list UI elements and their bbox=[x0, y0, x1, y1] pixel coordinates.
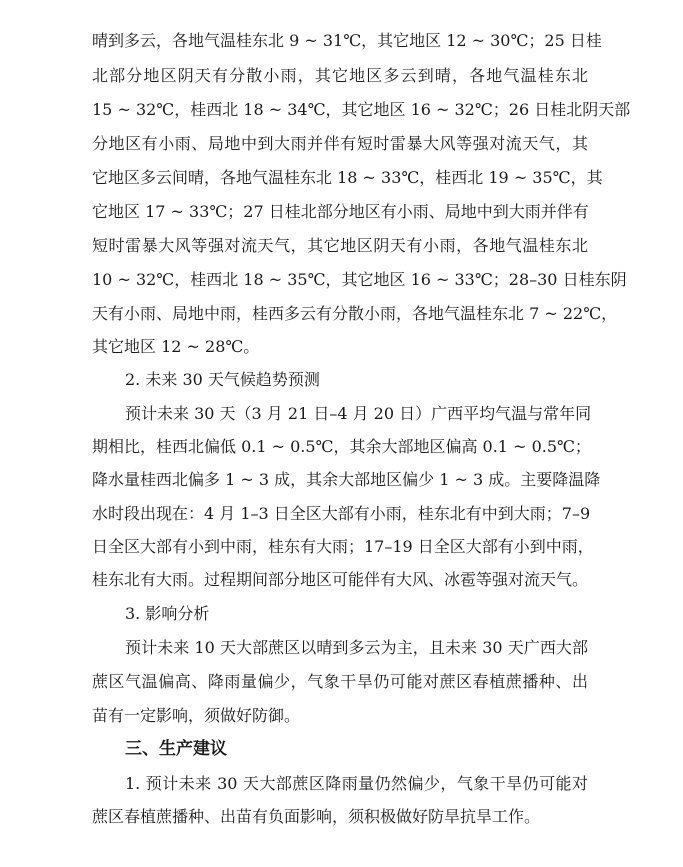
heading-text: 三、生产建议 bbox=[125, 739, 227, 759]
paragraph-line bbox=[0, 530, 683, 563]
line-text: 预计未来 30 天（3 月 21 日–4 月 20 日）广西平均气温与常年同 bbox=[125, 404, 592, 423]
paragraph-line bbox=[0, 229, 683, 262]
line-text: 期相比，桂西北偏低 0.1 ~ 0.5℃，其余大部地区偏高 0.1 ~ 0.5℃； bbox=[92, 437, 591, 456]
paragraph-line bbox=[0, 563, 683, 596]
line-text: 晴到多云，各地气温桂东北 9 ~ 31℃，其它地区 12 ~ 30℃；25 日桂 bbox=[92, 31, 602, 50]
section-heading bbox=[0, 363, 683, 396]
paragraph-line bbox=[0, 430, 683, 463]
line-text: 桂东北有大雨。过程期间部分地区可能伴有大风、冰雹等强对流天气。 bbox=[92, 570, 589, 589]
line-text: 其它地区 12 ~ 28℃。 bbox=[92, 337, 260, 356]
line-text: 蔗区春植蔗播种、出苗有负面影响，须积极做好防旱抗旱工作。 bbox=[92, 807, 541, 826]
line-text: 15 ~ 32℃，桂西北 18 ~ 34℃，其它地区 16 ~ 32℃；26 日桂北阴天部 bbox=[92, 100, 631, 119]
line-text: 10 ~ 32℃，桂西北 18 ~ 35℃，其它地区 16 ~ 33℃；28–30 日桂东阴 bbox=[92, 270, 627, 289]
paragraph-line bbox=[0, 631, 683, 664]
paragraph-line bbox=[0, 195, 683, 228]
line-text: 分地区有小雨、局地中到大雨并伴有短时雷暴大风等强对流天气，其 bbox=[92, 134, 588, 153]
paragraph-line bbox=[0, 297, 683, 330]
line-text: 日全区大部有小到中雨，桂东有大雨；17–19 日全区大部有小到中雨， bbox=[92, 537, 594, 556]
line-text: 预计未来 10 天大部蔗区以晴到多云为主，且未来 30 天广西大部 bbox=[125, 638, 588, 657]
paragraph-line bbox=[0, 463, 683, 496]
heading-text: 3. 影响分析 bbox=[125, 604, 210, 623]
paragraph-line bbox=[0, 800, 683, 833]
paragraph-line bbox=[0, 665, 683, 698]
paragraph-line bbox=[0, 59, 683, 92]
line-text: 1. 预计未来 30 天大部蔗区降雨量仍然偏少，气象干旱仍可能对 bbox=[125, 774, 588, 793]
paragraph-line bbox=[0, 330, 683, 363]
line-text: 短时雷暴大风等强对流天气，其它地区阴天有小雨，各地气温桂东北 bbox=[92, 236, 588, 255]
line-text: 苗有一定影响，须做好防御。 bbox=[92, 706, 301, 725]
line-text: 它地区多云间晴，各地气温桂东北 18 ~ 33℃，桂西北 19 ~ 35℃，其 bbox=[92, 168, 603, 187]
line-text: 天有小雨、局地中雨，桂西多云有分散小雨，各地气温桂东北 7 ~ 22℃， bbox=[92, 304, 618, 323]
heading-text: 2. 未来 30 天气候趋势预测 bbox=[125, 370, 320, 389]
paragraph-line bbox=[0, 397, 683, 430]
paragraph-line bbox=[0, 767, 683, 800]
line-text: 降水量桂西北偏多 1 ~ 3 成，其余大部地区偏少 1 ~ 3 成。主要降温降 bbox=[92, 470, 601, 489]
paragraph-line bbox=[0, 93, 683, 126]
line-text: 水时段出现在：4 月 1–3 日全区大部有小雨，桂东北有中到大雨；7–9 bbox=[92, 504, 591, 523]
line-text: 它地区 17 ~ 33℃；27 日桂北部分地区有小雨、局地中到大雨并伴有 bbox=[92, 202, 589, 221]
paragraph-line bbox=[0, 24, 683, 57]
paragraph-line bbox=[0, 161, 683, 194]
line-text: 蔗区气温偏高、降雨量偏少，气象干旱仍可能对蔗区春植蔗播种、出 bbox=[92, 672, 588, 691]
paragraph-line bbox=[0, 497, 683, 530]
line-text: 北部分地区阴天有分散小雨，其它地区多云到晴，各地气温桂东北 bbox=[92, 66, 588, 85]
paragraph-line bbox=[0, 127, 683, 160]
chapter-heading bbox=[0, 733, 683, 766]
paragraph-line bbox=[0, 263, 683, 296]
section-heading bbox=[0, 597, 683, 630]
paragraph-line bbox=[0, 699, 683, 732]
